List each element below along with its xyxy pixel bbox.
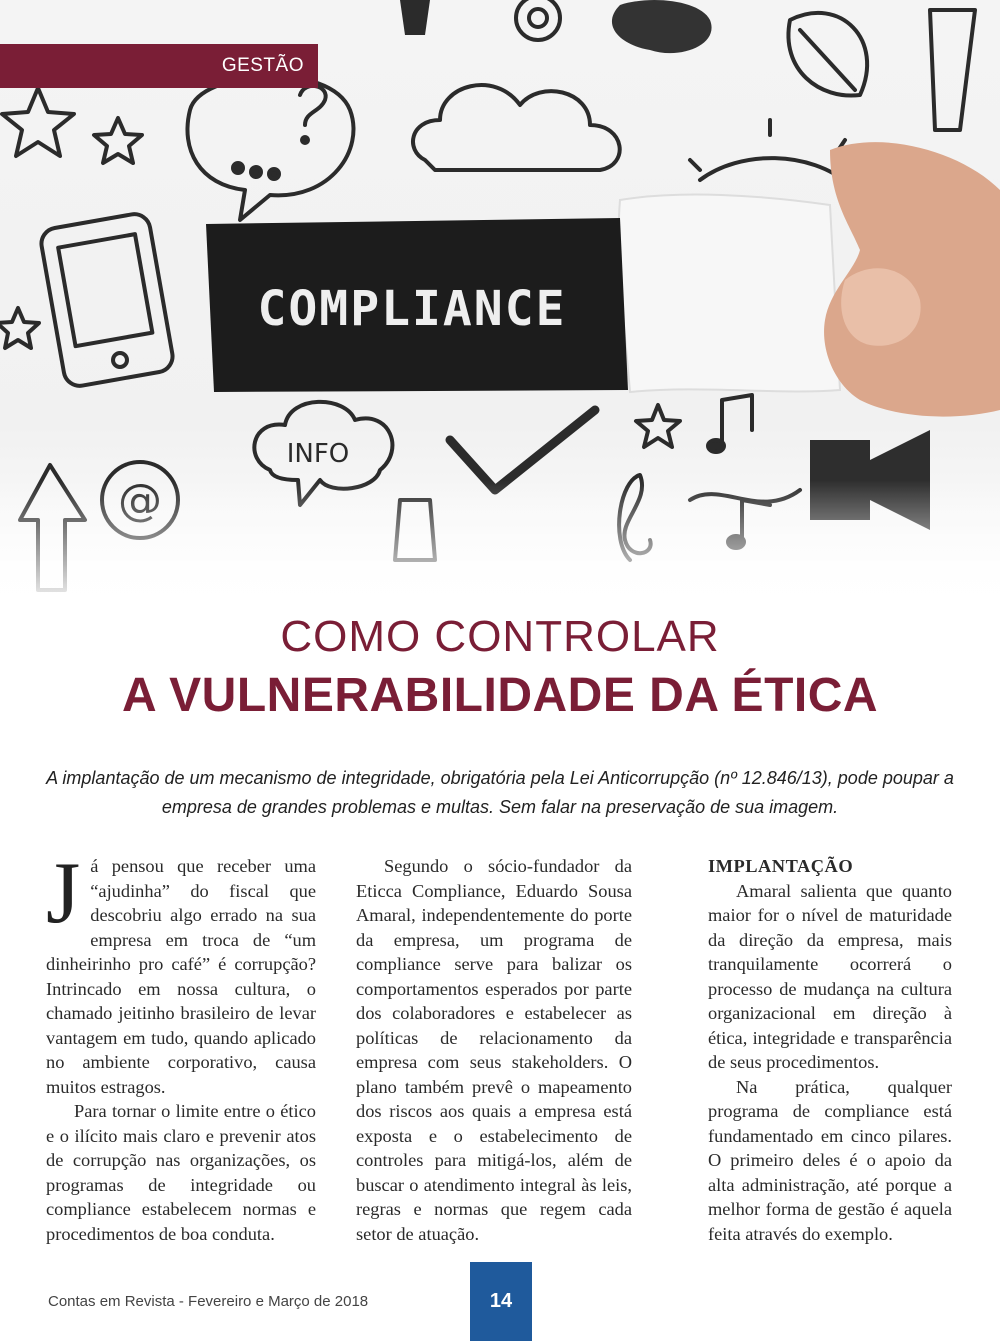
speech-bubble-icon (187, 76, 353, 220)
paragraph-text: á pensou que receber uma “ajudinha” do fiscal que descobriu algo errado na sua empresa em troca de “um dinheirinho pro café” é corrupção? Intrincado em nossa cultura, o chamado jeitinho brasileiro de levar vantagem em tudo, quando aplicado no ambiente corporativo, causa muitos estragos. (46, 856, 316, 1097)
paragraph (46, 845, 316, 1099)
paragraph: Na prática, qualquer programa de compliance está fundamentado em cinco pilares. O primeiro deles é o apoio da alta administração, até porque a melhor forma de gestão é aquela feita através do exemplo. (708, 1076, 952, 1244)
subheading: IMPLANTAÇÃO (708, 856, 854, 876)
music-note-icon (722, 395, 752, 445)
doodle-background (0, 0, 1000, 610)
banner-text: COMPLIANCE (257, 281, 567, 337)
paragraph: Para tornar o limite entre o ético e o ilícito mais claro e prevenir atos de corrupção nas organizações, os programas de integridade ou compliance estabelecem normas e procedimentos de boa conduta. (46, 1101, 316, 1244)
leaf-icon (788, 13, 867, 96)
star-icon (636, 405, 680, 447)
exclamation-icon (930, 10, 975, 130)
column-1 (46, 845, 316, 1246)
gear-icon (516, 0, 560, 40)
info-text: INFO (286, 439, 350, 469)
star-icon (0, 308, 39, 348)
article-lead: A implantação de um mecanismo de integridade, obrigatória pela Lei Anticorrupção (nº 12.846/13), pode poupar a empresa de grandes problemas e multas. Sem falar na preservação de sua imagem. (46, 768, 954, 817)
article-title-line2: A VULNERABILIDADE DA ÉTICA (121, 669, 879, 722)
page-number: 14 (489, 1290, 513, 1312)
drop-cap: J (46, 845, 81, 942)
star-icon (94, 118, 142, 163)
paragraph: Segundo o sócio-fundador da Eticca Compliance, Eduardo Sousa Amaral, independentemente do porte da empresa, um programa de compliance serve para balizar os comportamentos esperados por parte dos colaboradores e estabelecer as políticas de relacionamento da empresa com seus stakeholders. O plano também prevê o mapeamento dos riscos aos quais a empresa está exposta e o estabelecimento de controles para mitigá-los, além de buscar o atendimento integral às leis, regras e normas que regem cada setor de atuação. (356, 856, 632, 1244)
hero-illustration (0, 0, 1000, 610)
column-3 (708, 854, 952, 1246)
checkmark-icon (450, 410, 595, 490)
section-label: GESTÃO (221, 55, 304, 76)
section-tag (0, 44, 318, 88)
footer-publication: Contas em Revista - Fevereiro e Março de 2018 (48, 1293, 369, 1310)
article-title-line1: COMO CONTROLAR (280, 612, 720, 661)
page-number-box (470, 1262, 532, 1341)
column-2 (356, 854, 632, 1246)
cloud-icon (413, 85, 620, 170)
paragraph: Amaral salienta que quanto maior for o nível de maturidade da direção da empresa, mais tranquilamente ocorrerá o processo de mudança na cultura organizacional em direção à ética, integridade e transparência de seus procedimentos. (708, 880, 952, 1072)
star-icon (2, 88, 74, 156)
